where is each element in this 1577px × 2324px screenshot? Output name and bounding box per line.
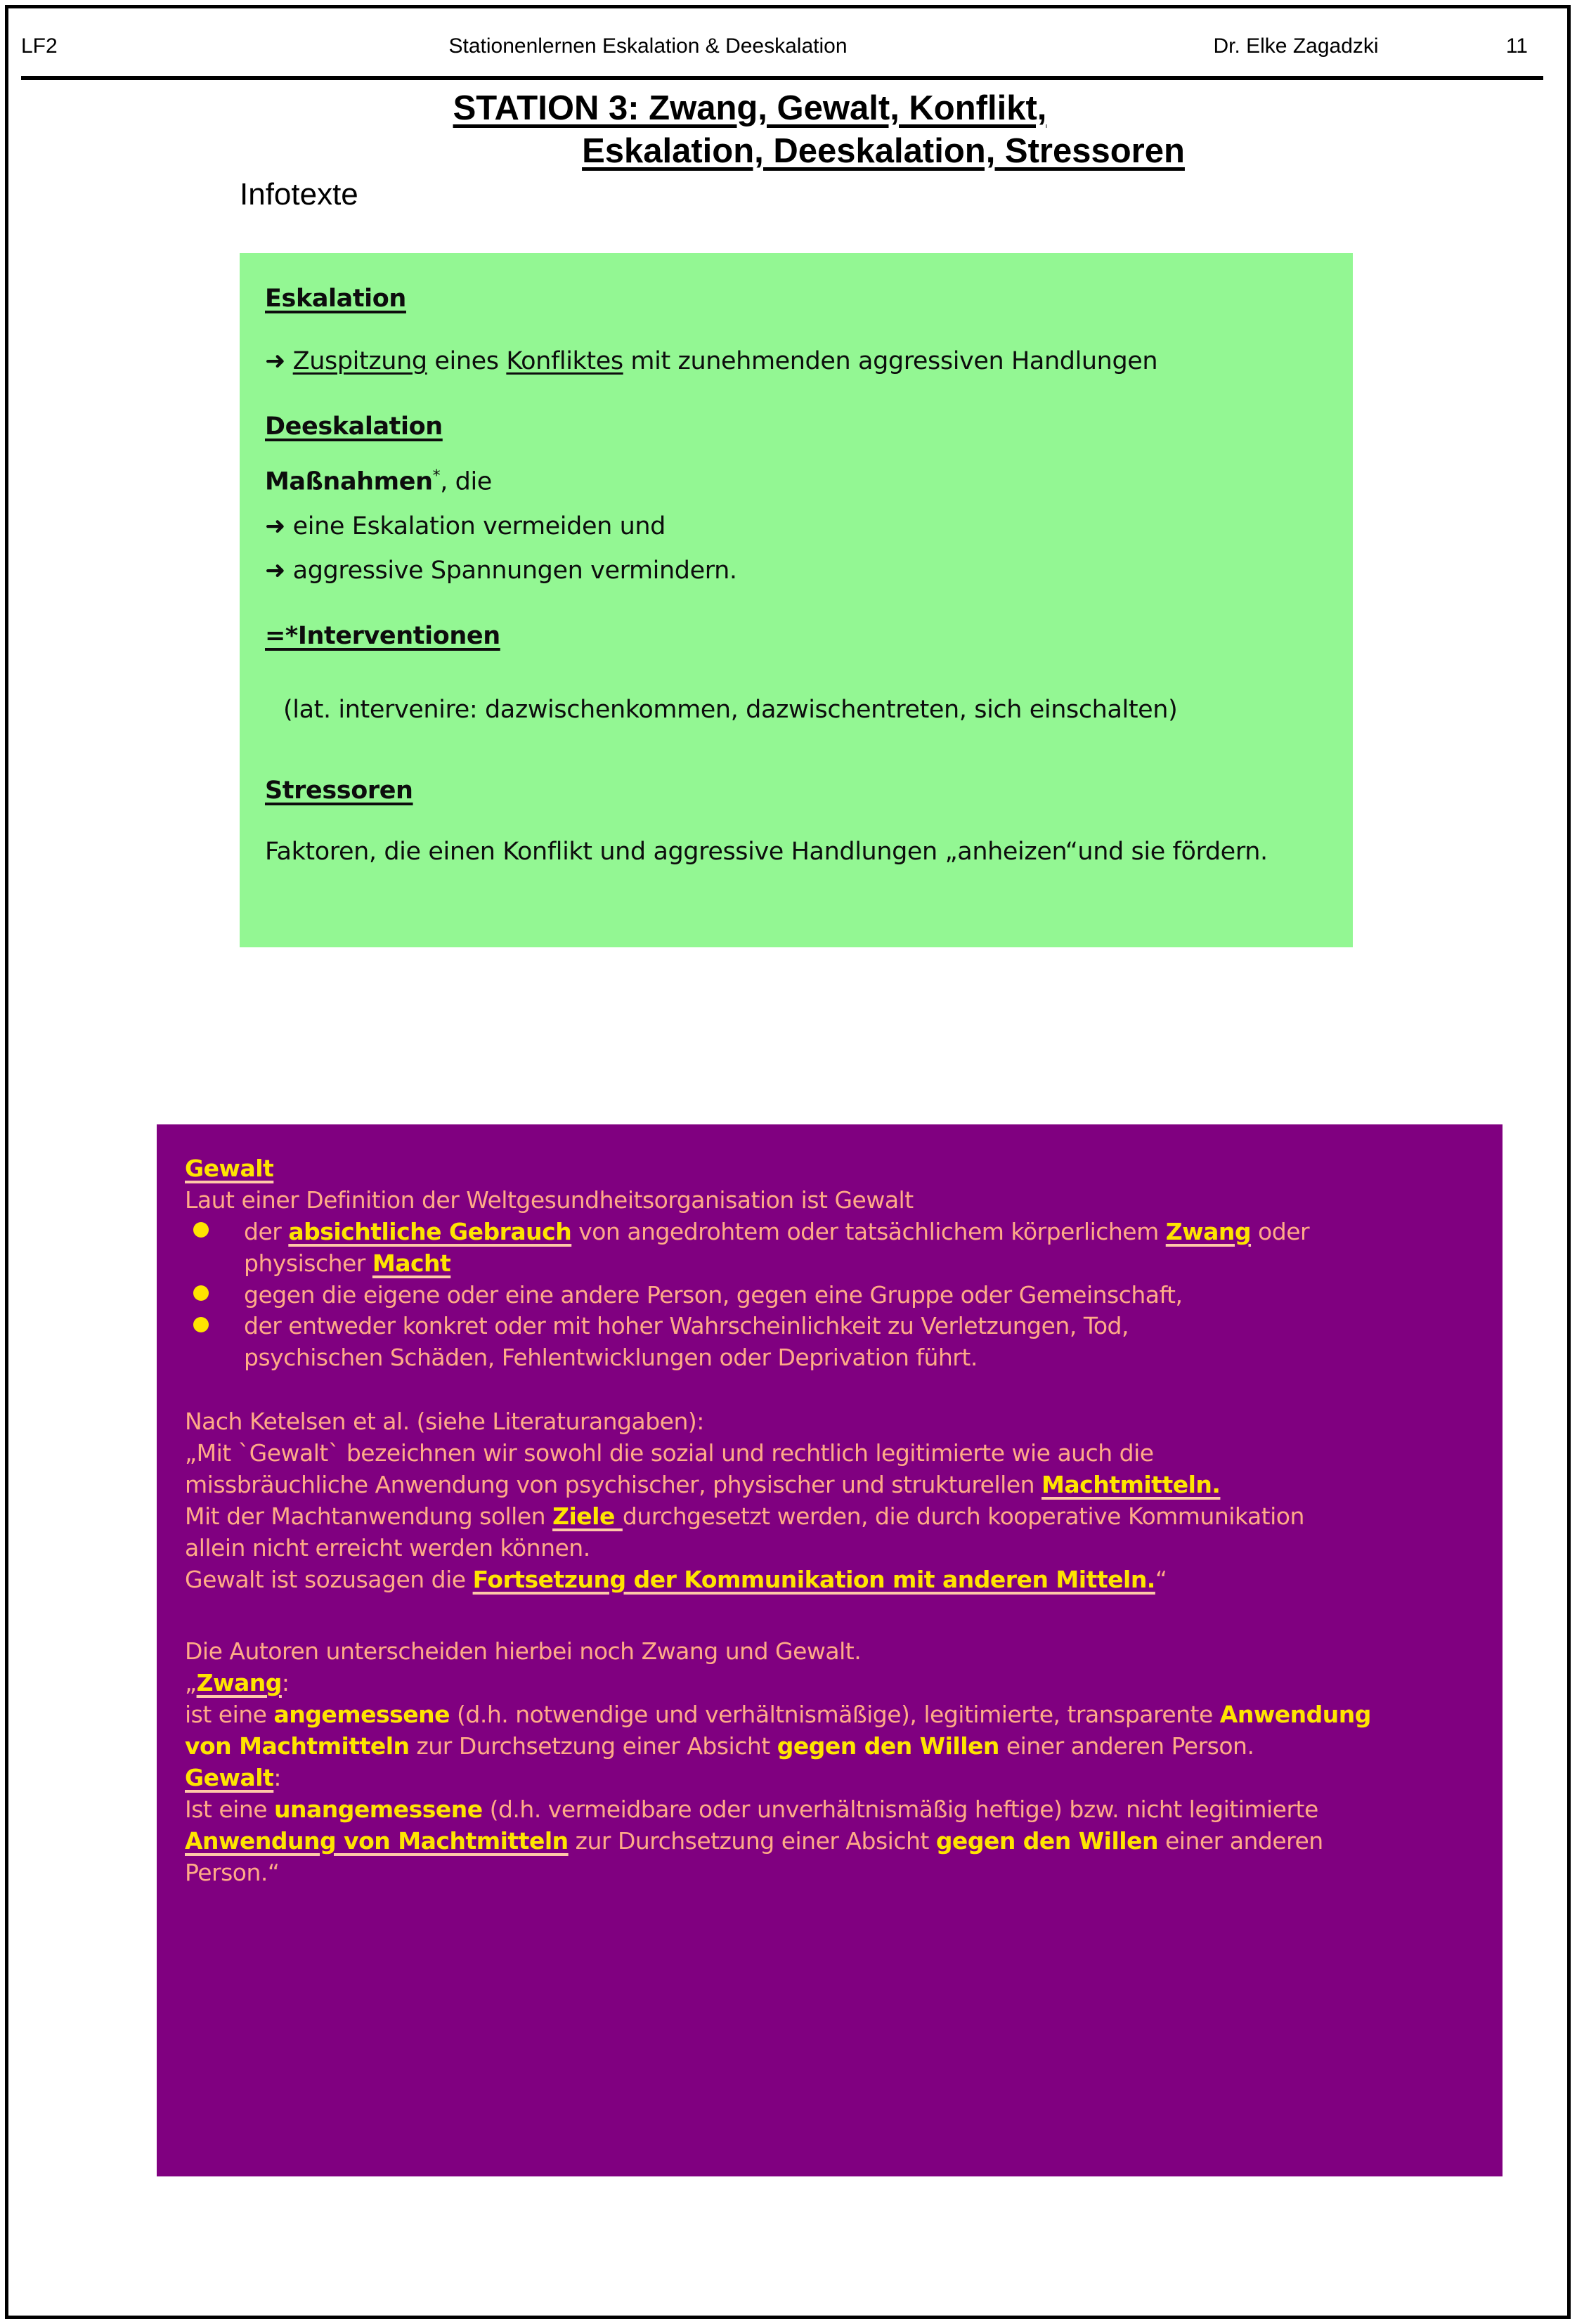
bullet-dot-icon: [185, 1311, 244, 1342]
green-heading-stressoren: Stressoren: [265, 776, 413, 805]
purple-ketelsen-reference: Nach Ketelsen et al. (siehe Literaturangaben):: [185, 1408, 704, 1436]
bullet-dot-icon: [185, 1216, 244, 1248]
spacer: [265, 311, 1328, 349]
purple-gewalt-def-line-3: Person.“: [185, 1858, 280, 1886]
header-course-code: LF2: [21, 34, 58, 58]
purple-b1-c: von angedrohtem oder tatsächlichem körperlichem: [571, 1217, 1166, 1245]
purple-term-anwendung: Anwendung: [1219, 1701, 1371, 1729]
green-bullet-2: [265, 556, 1328, 585]
title-line-2: [0, 130, 1577, 173]
green-text-die: , die: [440, 467, 492, 496]
spacer: [265, 583, 1328, 624]
purple-quote-line-4: allein nicht erreicht werden können.: [185, 1533, 590, 1562]
purple-b1-a: der: [244, 1217, 289, 1245]
page-title: [0, 87, 1577, 173]
arrow-icon: ➜: [265, 556, 285, 585]
purple-bullet-3-text: [244, 1311, 1474, 1374]
purple-q3-a: Mit der Machtanwendung sollen: [185, 1502, 553, 1530]
purple-label-gewalt: Gewalt: [185, 1763, 274, 1791]
purple-q3-c: durchgesetzt werden, die durch kooperative Kommunikation: [622, 1502, 1304, 1530]
purple-q2-a: missbräuchliche Anwendung von psychischer, physischer und strukturellen: [185, 1470, 1042, 1498]
purple-zwang-colon: :: [281, 1669, 290, 1697]
title-line-2-text: Eskalation, Deeskalation, Stressoren: [582, 131, 1185, 170]
purple-zwang-def-line-2: [185, 1731, 1474, 1763]
purple-zw1-c: (d.h. notwendige und verhältnismäßige), legitimierte, transparente: [450, 1701, 1220, 1729]
purple-term-gegen-den-willen-2: gegen den Willen: [935, 1826, 1158, 1855]
purple-term-unangemessene: unangemessene: [274, 1795, 483, 1823]
green-info-box: [240, 253, 1353, 947]
green-text-rest: mit zunehmenden aggressiven Handlungen: [623, 347, 1158, 375]
spacer: [265, 803, 1328, 840]
purple-quote-line-2: [185, 1469, 1474, 1501]
spacer: [265, 374, 1328, 415]
purple-term-zwang: Zwang: [1165, 1217, 1252, 1245]
purple-term-anwendung-von-machtmitteln: Anwendung von Machtmitteln: [185, 1826, 569, 1855]
purple-gw1-c: (d.h. vermeidbare oder unverhältnismäßig heftige) bzw. nicht legitimierte: [482, 1795, 1318, 1823]
purple-term-gegen-den-willen: gegen den Willen: [777, 1732, 999, 1760]
purple-zw1-a: ist eine: [185, 1701, 274, 1729]
purple-term-machtmitteln: Machtmitteln.: [1041, 1470, 1221, 1498]
purple-q5-c: “: [1155, 1565, 1167, 1593]
green-heading-interventionen: =*Interventionen: [265, 621, 500, 650]
title-line-1-text: STATION 3: Zwang, Gewalt, Konflikt,: [453, 89, 1047, 127]
purple-zwang-label-line: [185, 1668, 1474, 1699]
spacer: [185, 1374, 1474, 1406]
purple-intro-line: Laut einer Definition der Weltgesundheitsorganisation ist Gewalt: [185, 1186, 914, 1214]
spacer: [265, 649, 1328, 698]
arrow-icon: ➜: [265, 512, 285, 540]
purple-term-ziele: Ziele: [552, 1502, 623, 1530]
purple-term-von-machtmitteln: von Machtmitteln: [185, 1732, 410, 1760]
purple-gewalt-def-line-1: [185, 1794, 1474, 1826]
green-massnahmen-line: [265, 469, 1328, 495]
purple-term-fortsetzung: Fortsetzung der Kommunikation mit anderen Mitteln.: [472, 1565, 1155, 1593]
purple-term-absichtliche-gebrauch: absichtliche Gebrauch: [288, 1217, 572, 1245]
purple-bullet-1: [185, 1216, 1474, 1280]
green-bullet-1-text: eine Eskalation vermeiden und: [292, 512, 666, 540]
header-author: Dr. Elke Zagadzki: [1213, 34, 1379, 58]
purple-term-macht: Macht: [372, 1249, 451, 1277]
purple-zw2-d: einer anderen Person.: [999, 1732, 1254, 1760]
green-eskalation-definition: [265, 349, 1328, 374]
spacer: [265, 722, 1328, 779]
subtitle-infotexte: Infotexte: [240, 177, 358, 212]
purple-b3-l1: der entweder konkret oder mit hoher Wahrscheinlichkeit zu Verletzungen, Tod,: [244, 1312, 1129, 1340]
green-text-eines: eines: [427, 347, 507, 375]
purple-gw2-d: einer anderen: [1158, 1826, 1323, 1855]
purple-quote-line-1: „Mit `Gewalt` bezeichnen wir sowohl die sozial und rechtlich legitimierte wie auch die: [185, 1439, 1154, 1467]
spacer: [265, 439, 1328, 469]
bullet-dot-icon: [185, 1280, 244, 1311]
purple-label-zwang: Zwang: [196, 1669, 282, 1697]
header-title: Stationenlernen Eskalation & Deeskalation: [448, 34, 848, 58]
purple-term-angemessene: angemessene: [273, 1701, 450, 1729]
purple-gw1-a: Ist eine: [185, 1795, 275, 1823]
purple-gewalt-label-line: [185, 1763, 1474, 1794]
purple-b1-e: oder: [1251, 1217, 1310, 1245]
purple-info-box: [157, 1124, 1503, 2176]
green-term-zuspitzung: Zuspitzung: [292, 347, 427, 375]
purple-bullet-1-text: [244, 1216, 1474, 1280]
purple-heading-gewalt: Gewalt: [185, 1155, 274, 1182]
purple-zw2-b: zur Durchsetzung einer Absicht: [409, 1732, 777, 1760]
green-stressoren-text: Faktoren, die einen Konflikt und aggressive Handlungen „anheizen“und sie fördern.: [265, 837, 1268, 866]
green-latin-note: (lat. intervenire: dazwischenkommen, dazwischentreten, sich einschalten): [283, 695, 1178, 724]
title-line-1: [0, 87, 1577, 130]
purple-autoren-line: Die Autoren unterscheiden hierbei noch Zwang und Gewalt.: [185, 1637, 862, 1666]
green-heading-eskalation: Eskalation: [265, 285, 406, 313]
purple-b1-f: physischer: [244, 1249, 372, 1277]
header-page-number: 11: [1505, 34, 1528, 58]
spacer: [185, 1595, 1474, 1636]
purple-zwang-quote-open: „: [185, 1669, 197, 1697]
purple-b3-l2: psychischen Schäden, Fehlentwicklungen oder Deprivation führt.: [244, 1344, 978, 1372]
purple-bullet-3: [185, 1311, 1474, 1374]
header-divider: [21, 76, 1543, 80]
purple-gw2-b: zur Durchsetzung einer Absicht: [568, 1826, 936, 1855]
green-bullet-2-text: aggressive Spannungen vermindern.: [292, 556, 737, 585]
purple-zwang-def-line-1: [185, 1699, 1474, 1731]
green-bullet-1: [265, 514, 1328, 539]
purple-quote-line-5: [185, 1564, 1474, 1596]
green-heading-deeskalation: Deeskalation: [265, 413, 443, 441]
purple-gewalt-def-line-2: [185, 1826, 1474, 1857]
purple-bullet-2: [185, 1280, 1474, 1311]
arrow-icon: ➜: [265, 347, 285, 375]
purple-gewalt-colon: :: [273, 1763, 281, 1791]
green-footnote-marker: *: [432, 467, 441, 485]
green-term-konfliktes: Konfliktes: [506, 347, 623, 375]
page-header: [21, 25, 1546, 67]
purple-q5-a: Gewalt ist sozusagen die: [185, 1565, 473, 1593]
purple-bullet-2-text: gegen die eigene oder eine andere Person, gegen eine Gruppe oder Gemeinschaft,: [244, 1280, 1183, 1309]
purple-quote-line-3: [185, 1501, 1474, 1533]
green-term-massnahmen: Maßnahmen: [265, 467, 433, 496]
